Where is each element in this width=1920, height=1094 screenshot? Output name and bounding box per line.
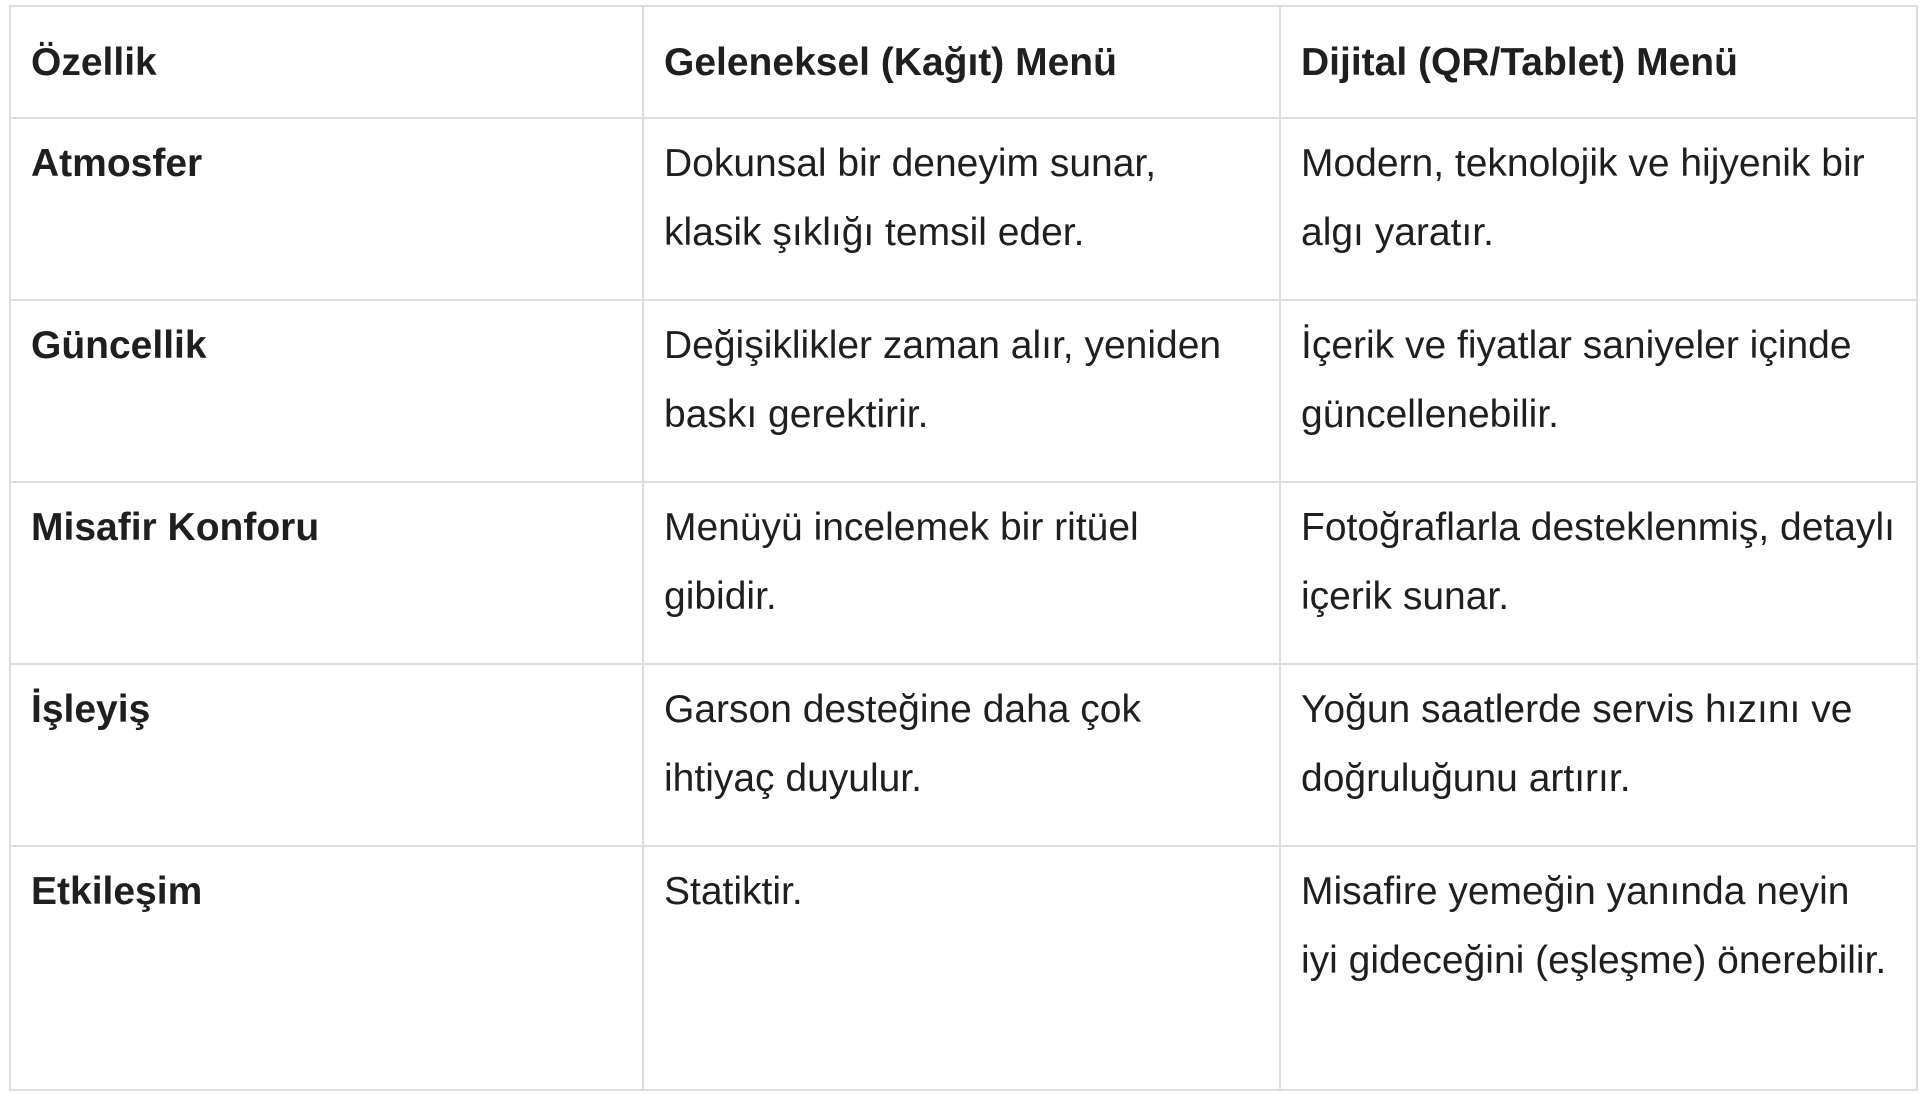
traditional-cell: Dokunsal bir deneyim sunar, klasik şıklığı temsil eder. [643,118,1280,300]
digital-cell: Misafire yemeğin yanında neyin iyi gideceğini (eşleşme) önerebilir. [1280,846,1917,1090]
comparison-table-container [9,5,1916,1091]
feature-cell: İşleyiş [10,664,643,846]
digital-cell: Yoğun saatlerde servis hızını ve doğruluğunu artırır. [1280,664,1917,846]
feature-cell: Atmosfer [10,118,643,300]
digital-cell: Modern, teknolojik ve hijyenik bir algı yaratır. [1280,118,1917,300]
table-row [10,846,1917,1090]
traditional-cell: Değişiklikler zaman alır, yeniden baskı gerektirir. [643,300,1280,482]
digital-cell: İçerik ve fiyatlar saniyeler içinde güncellenebilir. [1280,300,1917,482]
header-feature: Özellik [10,6,643,118]
header-row [10,6,1917,118]
feature-cell: Etkileşim [10,846,643,1090]
traditional-cell: Garson desteğine daha çok ihtiyaç duyulur. [643,664,1280,846]
comparison-table [9,5,1918,1091]
table-row [10,482,1917,664]
header-traditional-menu: Geleneksel (Kağıt) Menü [643,6,1280,118]
table-row [10,300,1917,482]
traditional-cell: Statiktir. [643,846,1280,1090]
table-row [10,664,1917,846]
table-header [10,6,1917,118]
digital-cell: Fotoğraflarla desteklenmiş, detaylı içerik sunar. [1280,482,1917,664]
traditional-cell: Menüyü incelemek bir ritüel gibidir. [643,482,1280,664]
table-body [10,118,1917,1090]
table-row [10,118,1917,300]
feature-cell: Güncellik [10,300,643,482]
feature-cell: Misafir Konforu [10,482,643,664]
header-digital-menu: Dijital (QR/Tablet) Menü [1280,6,1917,118]
